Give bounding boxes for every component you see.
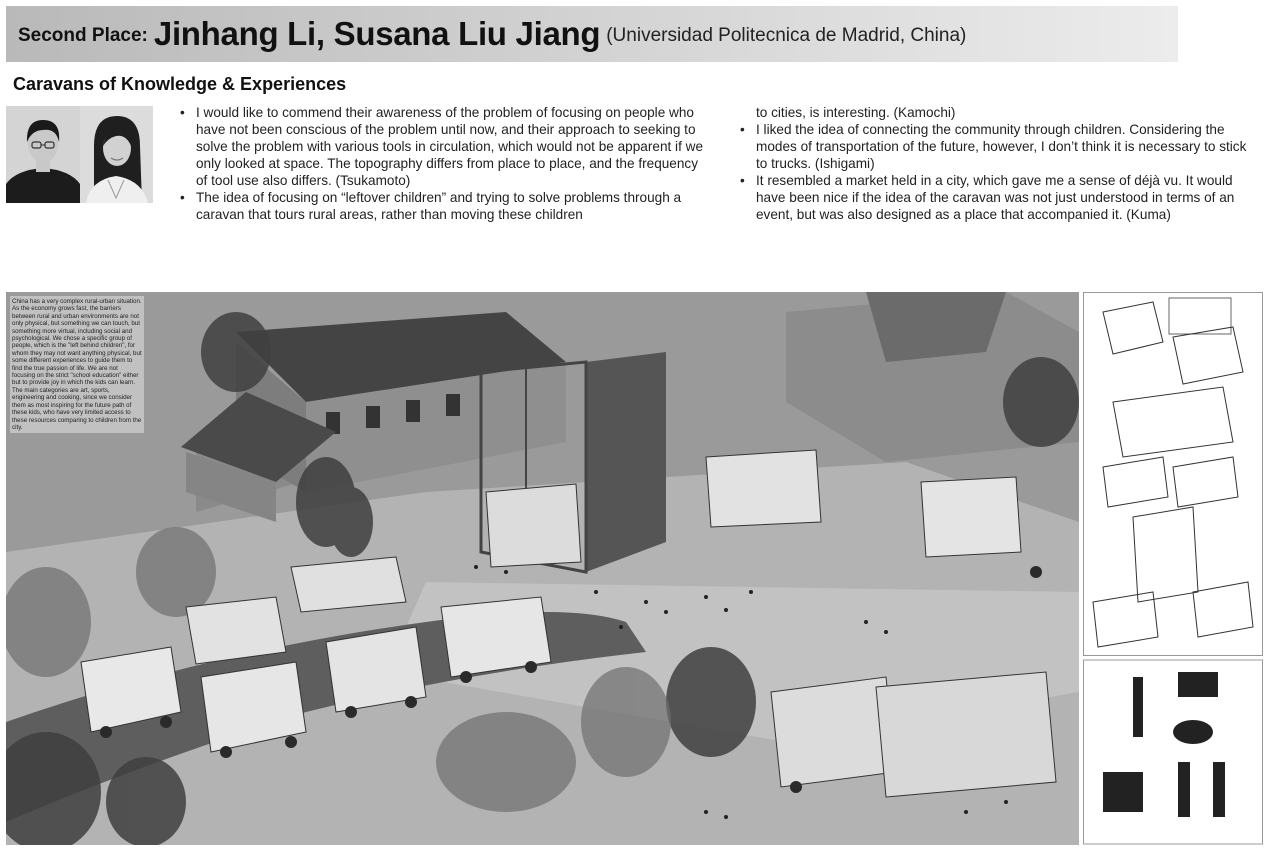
caravan-site-illustration	[6, 292, 1079, 845]
comment-kamochi: • The idea of focusing on “leftover children” and trying to solve problems through a caravan that tours rural areas, rather than moving these children	[176, 189, 704, 223]
illustration-description: China has a very complex rural-urban situation. As the economy grows fast, the barriers between rural and urban environments are not only physical, but something we can touch, but something more virtual, including social and psychological. We chose a specific group of people, which is the "left behind children", for whom they may not want anything physical, but some different experiences to guide them to find the true passion of life. We are not focusing on the strict "school education" either but to provide joy in which the kids can learn. The main categories are art, sports, engineering and cooking, since we consider them as most inspiring for the future path of these kids, who have very limited access to these resources comparing to children from the city.	[10, 296, 144, 433]
winner-names: Jinhang Li, Susana Liu Jiang	[153, 15, 601, 52]
comment-ishigami: • I liked the idea of connecting the community through children. Considering the modes of transportation of the future, however, I don’t think it is necessary to stick to trucks. (Ishigami)	[736, 121, 1256, 172]
caravan-drawings-panel	[1083, 292, 1263, 845]
portrait-man	[6, 106, 80, 203]
portrait-photos	[6, 106, 153, 203]
comment-kamochi-continued: to cities, is interesting. (Kamochi)	[756, 105, 956, 120]
portrait-woman	[80, 106, 153, 203]
comment-tsukamoto: • I would like to commend their awareness of the problem of focusing on people who have not been conscious of the problem until now, and their approach to seeking to solve the problem with various tools in circulation, which would not be apparent if we only looked at space. The topography differs from place to place, and the frequency of tool use also differs. (Tsukamoto)	[176, 104, 704, 189]
prize-label: Second Place:	[18, 25, 148, 46]
comments-column-right	[736, 104, 1256, 223]
comments-column-left	[176, 104, 704, 223]
affiliation: (Universidad Politecnica de Madrid, China)	[606, 25, 967, 46]
comment-kuma: • It resembled a market held in a city, which gave me a sense of déjà vu. It would have been nice if the idea of the caravan was not just understood in terms of an event, but was also designed as a place that accompanied it. (Kuma)	[736, 172, 1256, 223]
header-bar	[6, 6, 1178, 62]
project-title: Caravans of Knowledge & Experiences	[13, 74, 347, 94]
